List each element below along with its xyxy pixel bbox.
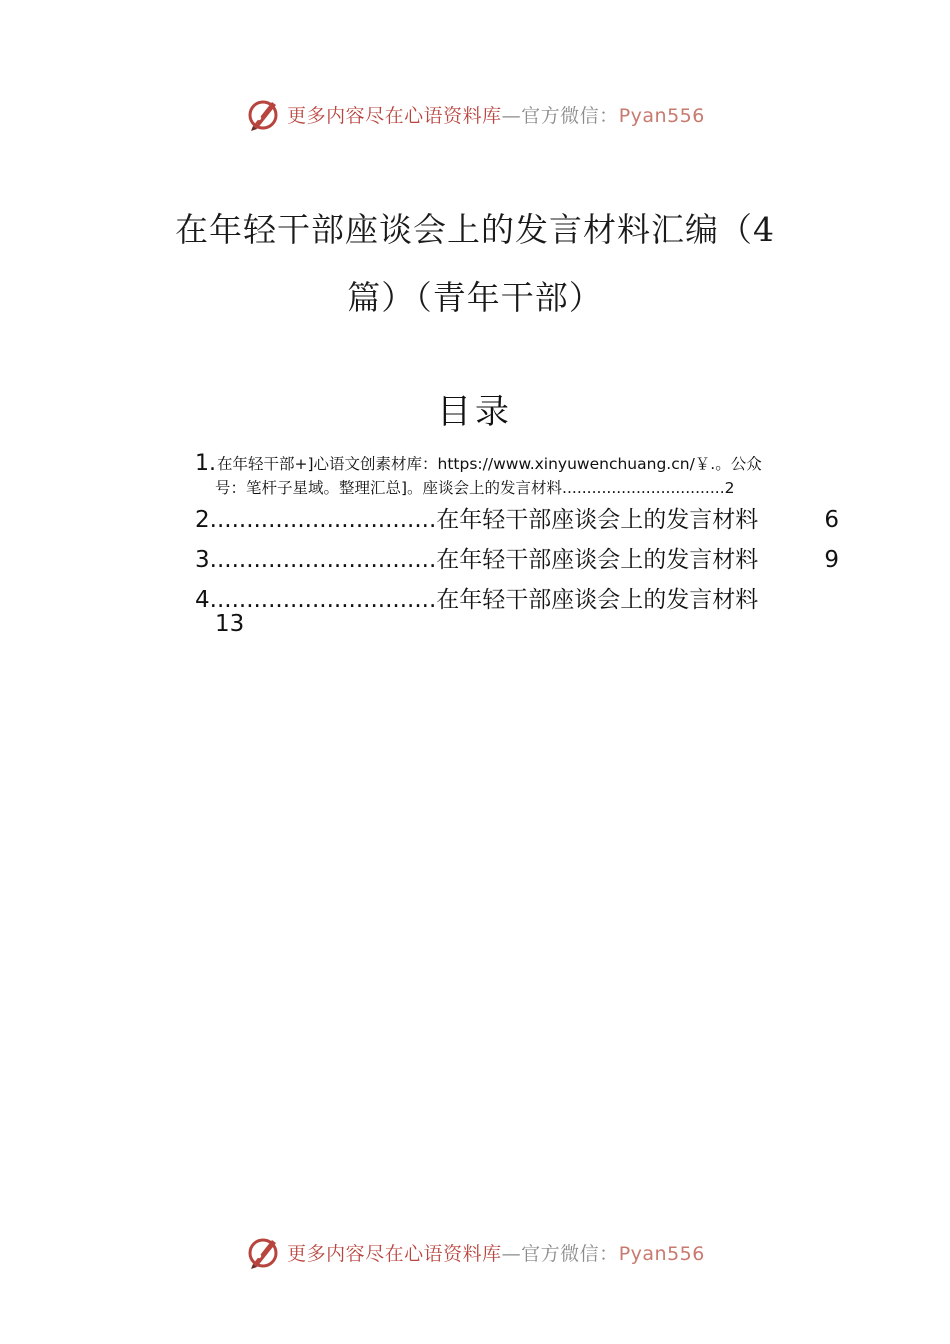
toc-entry-4-page: 13 — [215, 611, 245, 637]
banner-dash: — — [501, 1242, 522, 1265]
toc-entry-4-text: 4...............................在年轻干部座谈会上的发言材料 — [195, 587, 759, 613]
toc-entry-2-page: 6 — [824, 507, 839, 533]
header-banner — [0, 96, 950, 132]
toc-entry-3-text: 3...............................在年轻干部座谈会上的发言材料 — [195, 547, 759, 573]
toc-heading: 目录 — [437, 392, 513, 432]
pen-logo-icon — [245, 1234, 281, 1270]
toc-entry-1-line1: 在年轻干部+]心语文创素材库：https://www.xinyuwenchuang.cn/￥.。公众 — [217, 455, 762, 473]
banner-slogan: 更多内容尽在心语资料库 — [287, 104, 502, 127]
toc-entry-3[interactable] — [195, 540, 845, 580]
toc-entry-1-line2: 号：笔杆子星域。整理汇总]。座谈会上的发言材料.................................2 — [215, 479, 735, 497]
table-of-contents — [195, 451, 845, 637]
banner-dash: — — [501, 104, 522, 127]
banner-wechat-id: Pyan556 — [618, 104, 705, 127]
document-title-line2: 篇）（青年干部） — [347, 278, 603, 317]
banner-wechat-label: 官方微信： — [521, 1242, 619, 1265]
banner-wechat-id: Pyan556 — [618, 1242, 705, 1265]
toc-entry-1[interactable] — [195, 452, 845, 500]
pen-logo-icon — [245, 96, 281, 132]
toc-entry-1-number: 1. — [195, 451, 216, 476]
footer-banner — [0, 1234, 950, 1270]
banner-text — [287, 101, 705, 128]
banner-slogan: 更多内容尽在心语资料库 — [287, 1242, 502, 1265]
banner-wechat-label: 官方微信： — [521, 104, 619, 127]
toc-entry-2[interactable] — [195, 500, 845, 540]
document-title-line1: 在年轻干部座谈会上的发言材料汇编（4 — [175, 210, 775, 249]
banner-text — [287, 1239, 705, 1266]
toc-entry-4[interactable] — [195, 580, 845, 637]
toc-entry-3-page: 9 — [824, 547, 839, 573]
toc-entry-2-text: 2...............................在年轻干部座谈会上的发言材料 — [195, 507, 759, 533]
